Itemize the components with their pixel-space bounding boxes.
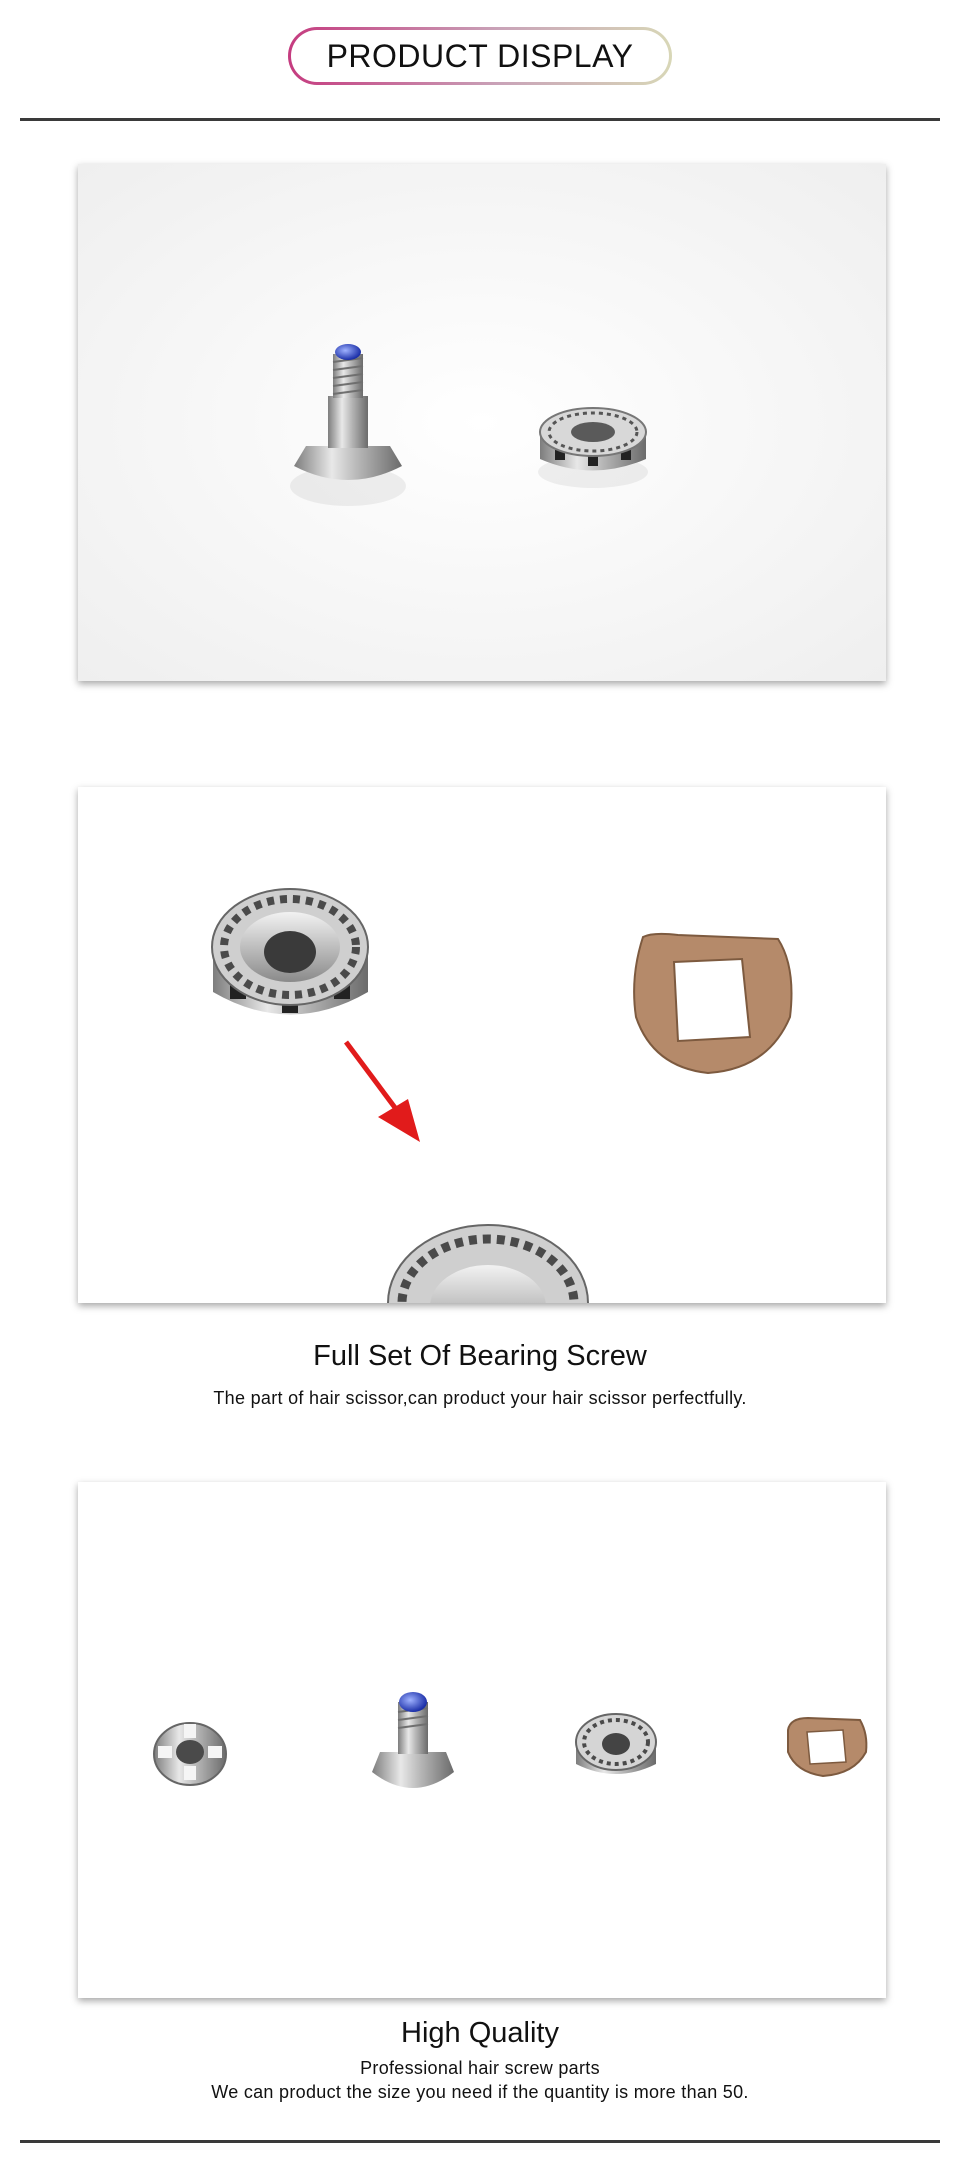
set-section-title: Full Set Of Bearing Screw (313, 1340, 647, 1372)
nut-and-washer-closeup-photo (78, 787, 886, 1303)
toothed-nut-illustration (538, 408, 648, 488)
toothed-nut-closeup-illustration (212, 889, 368, 1015)
set-section-description: The part of hair scissor,can product your hair scissor perfectfully. (213, 1388, 747, 1408)
page-title: PRODUCT DISPLAY (291, 30, 669, 82)
slotted-nut-illustration (154, 1723, 226, 1785)
quality-line-2: We can product the size you need if the quantity is more than 50. (211, 2082, 749, 2102)
quality-section-title: High Quality (401, 2017, 559, 2049)
section-title-badge (288, 27, 672, 85)
product-image-screw-and-nut (78, 164, 886, 681)
top-divider (20, 118, 940, 121)
product-image-full-set (78, 1482, 886, 1998)
toothed-nut-illustration-small (576, 1714, 656, 1774)
bottom-divider (20, 2140, 940, 2143)
full-parts-set-photo (78, 1482, 886, 1998)
screw-and-nut-photo (78, 164, 886, 681)
quality-line-1: Professional hair screw parts (360, 2058, 600, 2078)
product-image-nut-and-washer (78, 787, 886, 1303)
